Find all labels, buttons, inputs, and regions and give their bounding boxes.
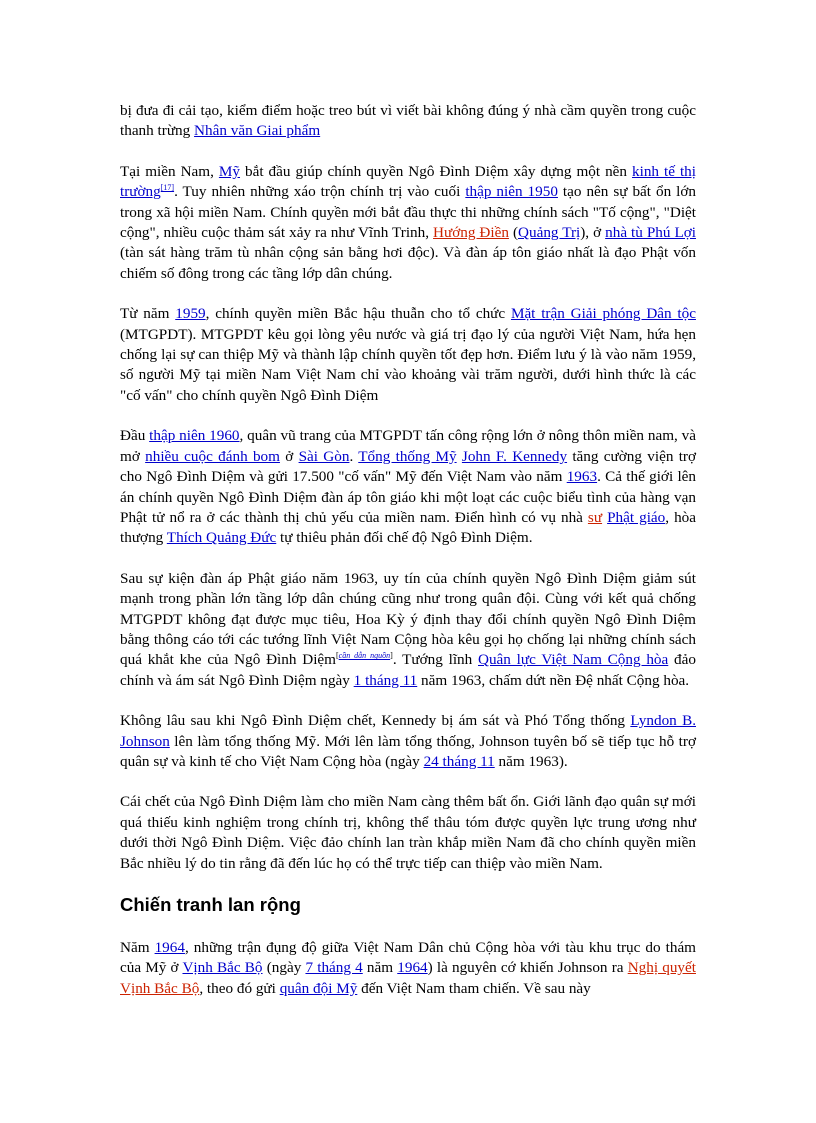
text: đảo chính và ám sát Ngô Đình Diệm ngày [120,651,696,689]
text: tạo nên sự bất ổn lớn trong xã hội miền Nam. Chính quyền mới bắt đầu thực thi những chính sách "Tố cộng", "Diệt cộng", nhiều cuộc thảm sát xảy ra như Vĩnh Trinh, [120,183,696,242]
link-john-f-kennedy[interactable]: John F. Kennedy [461,447,568,465]
link-thap-nien-1960[interactable]: thập niên 1960 [149,427,240,445]
paragraph-4 [120,426,696,548]
text: Không lâu sau khi Ngô Đình Diệm chết, Kennedy bị ám sát và Phó Tổng thống [120,712,631,730]
link-my[interactable]: Mỹ [218,162,241,180]
text: , chính quyền miền Bắc hậu thuẫn cho tổ chức [205,305,511,323]
link-mat-tran-giai-phong[interactable]: Mặt trận Giải phóng Dân tộc [510,305,696,323]
paragraph-1 [120,101,696,142]
link-24-thang-11[interactable]: 24 tháng 11 [423,752,495,770]
link-kinh-te-thi-truong[interactable]: kinh tế thị trường [120,162,696,201]
link-thich-quang-duc[interactable]: Thích Quảng Đức [166,529,277,547]
text: đến Việt Nam tham chiến. Về sau này [357,979,591,997]
bracket: [ [335,651,339,661]
text: (MTGPDT). MTGPDT kêu gọi lòng yêu nước và giá trị đạo lý của người Việt Nam, hứa hẹn chống lại sự can thiệp Mỹ và thành lập chính quyền tốt đẹp hơn. Điểm lưu ý là vào năm 1959, số người Mỹ tại miền Nam Việt Nam chỉ vào khoảng vài trăm người, dưới hình thức là các "cố vấn" cho chính quyền Ngô Đình Diệm [120,325,696,404]
text: bắt đầu giúp chính quyền Ngô Đình Diệm xây dựng một nền [240,162,633,180]
text: ) là nguyên cớ khiến Johnson ra [427,959,628,977]
text: năm 1963, chấm dứt nền Đệ nhất Cộng hòa. [417,671,690,689]
text: bị đưa đi cải tạo, kiểm điểm hoặc treo bút vì viết bài không đúng ý nhà cầm quyền trong cuộc thanh trừng [120,102,696,140]
text: . Tướng lĩnh [392,651,478,669]
text: Sau sự kiện đàn áp Phật giáo năm 1963, uy tín của chính quyền Ngô Đình Diệm giảm sút mạnh trong phần lớn tầng lớp dân chúng cũng như trong quân đội. Cùng với kết quả chống MTGPDT không đạt được mục tiêu, Hoa Kỳ ý định thay đổi chính quyền Ngô Đình Diệm bằng thông cáo tới các tướng lĩnh Việt Nam Cộng hòa kêu gọi họ chống lại những chính sách quá khắt khe của Ngô Đình Diệm [120,569,696,669]
paragraph-7 [120,792,696,874]
reference-17 [161,183,174,192]
text: Cái chết của Ngô Đình Diệm làm cho miền Nam càng thêm bất ổn. Giới lãnh đạo quân sự mới quá thiếu kinh nghiệm trong chính trị, không thể thâu tóm được quyền lực trung ương như dưới thời Ngô Đình Diệm. Việc đảo chính lan tràn khắp miền Nam đã cho chính quyền miền Bắc nhiều lý do tin rằng đã đến lúc họ có thể trực tiếp can thiệp vào miền Nam. [120,793,696,872]
link-7-thang-4[interactable]: 7 tháng 4 [305,959,363,977]
link-vinh-bac-bo[interactable]: Vịnh Bắc Bộ [182,959,263,977]
link-nha-tu-phu-loi[interactable]: nhà tù Phú Lợi [605,224,696,242]
link-nhan-van-giai-pham[interactable]: Nhân văn Giai phẩm [194,122,321,140]
citation-needed [336,651,393,660]
link-phat-giao[interactable]: Phật giáo [607,508,666,526]
link-quan-luc-vnch[interactable]: Quân lực Việt Nam Cộng hòa [478,651,669,669]
link-1959[interactable]: 1959 [175,305,206,323]
text: . [349,447,359,465]
paragraph-3 [120,304,696,406]
paragraph-8 [120,938,696,999]
text: năm [362,959,398,977]
link-1963[interactable]: 1963 [566,468,598,486]
paragraph-6 [120,711,696,772]
text: tăng cường viện trợ cho Ngô Đình Diệm và gửi 17.500 "cố vấn" Mỹ đến Việt Nam vào năm [120,447,697,486]
text: Đầu [120,427,150,445]
link-nghi-quyet-vinh-bac-bo[interactable]: Nghị quyết Vịnh Bắc Bộ [120,959,696,997]
link-quan-doi-my[interactable]: quân đội Mỹ [279,979,358,997]
link-quang-tri[interactable]: Quảng Trị [518,224,581,242]
reference-link[interactable]: [17] [160,183,175,193]
text: (tàn sát hàng trăm tù nhân cộng sản bằng hơi độc). Và đàn áp tôn giáo nhất là đạo Phật vốn chiếm số đông trong các tầng lớp dân chúng. [120,244,696,282]
paragraph-5 [120,569,696,691]
link-sai-gon[interactable]: Sài Gòn [298,447,350,465]
text: Từ năm [120,305,176,323]
text: , những trận đụng độ giữa Việt Nam Dân chủ Cộng hòa với tàu khu trục do thám của Mỹ ở [120,939,696,977]
link-1-thang-11[interactable]: 1 tháng 11 [353,671,418,689]
text: , theo đó gửi [199,979,280,997]
document-page [120,101,696,1019]
text: tự thiêu phản đối chế độ Ngô Đình Diệm. [276,529,533,547]
text: . Cả thế giới lên án chính quyền Ngô Đình Diệm đàn áp tôn giáo khi một loạt các cuộc biểu tình của hàng vạn Phật tử nổ ra ở các thành thị chủ yếu của miền nam. Điển hình có vụ nhà [120,468,697,526]
section-heading: Chiến tranh lan rộng [120,894,301,915]
text: ở [279,447,299,465]
link-thap-nien-1950[interactable]: thập niên 1950 [465,183,558,201]
link-1964[interactable]: 1964 [154,939,185,956]
text: (ngày [262,959,306,977]
text: , hòa thượng [120,508,697,547]
text: . Tuy nhiên những xáo trộn chính trị vào cuối [174,183,466,201]
bracket: ] [390,651,393,661]
paragraph-2 [120,162,696,284]
text: năm 1963). [494,752,568,770]
text: ( [508,224,519,242]
link-nhieu-cuoc-danh-bom[interactable]: nhiều cuộc đánh bom [145,447,280,465]
text: , quân vũ trang của MTGPDT tấn công rộng lớn ở nông thôn miền nam, và mở [120,427,696,465]
citation-needed-link[interactable]: cần dẫn nguồn [338,651,391,661]
link-su[interactable]: sư [587,508,603,526]
link-1964-b[interactable]: 1964 [397,959,428,977]
link-huong-dien[interactable]: Hướng Điền [433,224,509,242]
text: lên làm tổng thống Mỹ. Mới lên làm tổng thống, Johnson tuyên bố sẽ tiếp tục hỗ trợ quân sự và kinh tế cho Việt Nam Cộng hòa (ngày [120,732,696,770]
text: Tại miền Nam, [120,162,219,180]
text: Năm [120,939,155,956]
link-tong-thong-my[interactable]: Tổng thống Mỹ [358,447,457,465]
text: ), ở [580,224,606,242]
link-lyndon-b-johnson[interactable]: Lyndon B. Johnson [120,712,696,750]
